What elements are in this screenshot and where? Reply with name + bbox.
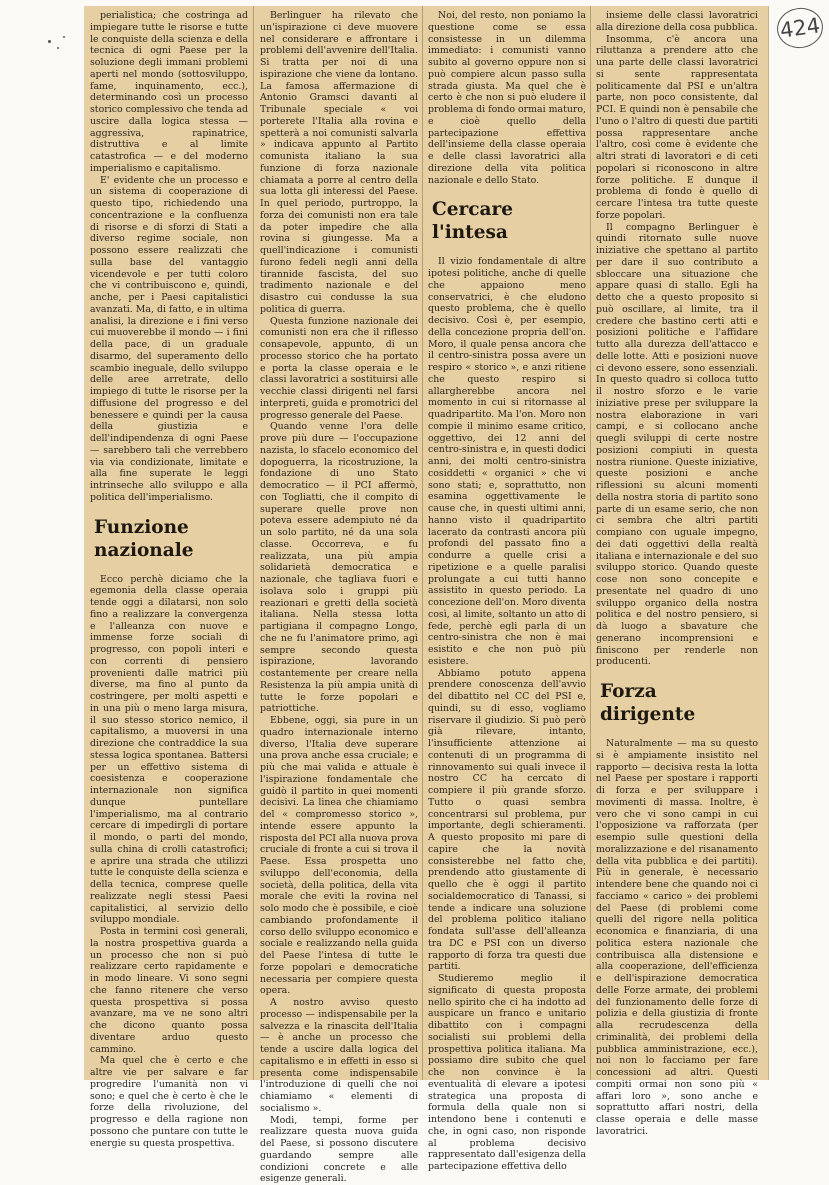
paragraph: Noi, del resto, non poniamo la questione come se essa consistesse in un dilemma immediato: i comunisti vanno subito al governo oppure non si può compiere alcun passo sulla strada giusta. Ma quel che è certo è che non si può eludere il problema di fondo ormai maturo, e cioè quello della partecipazione effettiva dell'insieme della classe operaia e delle classi lavoratrici alla direzione della vita politica nazionale e dello Stato. (428, 10, 586, 186)
paragraph: Il compagno Berlinguer è quindi ritornato sulle nuove iniziative che spettano al partito per dare il suo contributo a sbloccare una situazione che appare quasi di stallo. Egli ha detto che a questo proposito si può oscillare, al limite, tra il credere che bastino certi atti e posizioni politiche e l'affidare tutto alla durezza dell'attacco e delle lotte. Atti e posizioni nuove ci devono essere, sono essenziali. In questo quadro si colloca tutto il nostro sforzo e le varie iniziative prese per sviluppare la nostra elaborazione in vari campi, e si collocano anche quegli sviluppi di certe nostre posizioni compiuti in questa nostra riunione. Queste iniziative, queste posizioni e anche riflessioni su alcuni momenti della nostra storia di partito sono parte di un esame serio, che non ci sembra che altri partiti compiano con uguale impegno, dei dati oggettivi della realtà italiana e internazionale e del suo sviluppo storico. Quando queste cose non sono concepite e presentate nel quadro di uno sviluppo organico della nostra politica e del nostro pensiero, si dà luogo a sbavature che generano incomprensioni e finiscono per renderle non producenti. (596, 222, 758, 669)
paragraph: E' evidente che un processo e un sistema di cooperazione di questo tipo, richiedendo una concentrazione e la confluenza di risorse e di sforzi di Stati a diverso regime sociale, non possono essere realizzati che sulla base del vantaggio vicendevole e per tutti coloro che vi contribuiscono e, quindi, anche, per i Paesi capitalistici avanzati. Ma, di fatto, e in ultima analisi, la direzione e i fini verso cui muoverebbe il mondo — i fini della pace, di un graduale disarmo, del superamento dello scambio ineguale, dello sviluppo delle aree arretrate, dello impiego di tutte le risorse per la diffusione del progresso e del benessere e quindi per la causa della giustizia e dell'indipendenza di ogni Paese — sarebbero tali che verrebbero via via condizionate, limitate e alla fine superate le leggi intrinseche allo sviluppo e alla politica dell'imperialismo. (90, 175, 248, 504)
column-rule (422, 6, 423, 1080)
section-heading: Funzione nazionale (94, 516, 248, 562)
paragraph: Insomma, c'è ancora una riluttanza a prendere atto che una parte delle classi lavoratrici si sente rappresentata politicamente dal PSI e un'altra parte, non poco consistente, dal PCI. E quindi non è pensabile che l'uno o l'altro di questi due partiti possa rappresentare anche l'altro, così come è evidente che altri strati di lavoratori e di ceti popolari si riconoscono in altre forze politiche. E dunque il problema di fondo è quello di cercare l'intesa tra tutte queste forze popolari. (596, 34, 758, 222)
paragraph: Berlinguer ha rilevato che un'ispirazione ci deve muovere nel considerare e affrontare i problemi dell'avvenire dell'Italia. Si tratta per noi di una ispirazione che viene da lontano. La famosa affermazione di Antonio Gramsci davanti al Tribunale speciale « voi porterete l'Italia alla rovina e spetterà a noi comunisti salvarla » indicava appunto al Partito comunista italiano la sua funzione di forza nazionale chiamata a porre al centro della sua lotta gli interessi del Paese. In quel periodo, purtroppo, la forza dei comunisti non era tale da poter impedire che alla rovina si giungesse. Ma a quell'indicazione i comunisti furono fedeli negli anni della tirannide fascista, del suo tradimento nazionale e del disastro cui condusse la sua politica di guerra. (260, 10, 418, 316)
article-column-2 (260, 10, 418, 1080)
paragraph: Naturalmente — ma su questo si è ampiamente insistito nel rapporto — decisiva resta la lotta nel Paese per spostare i rapporti di forza e per sviluppare i movimenti di massa. Inoltre, è vero che vi sono campi in cui l'opposizione va rafforzata (per esempio sulle questioni della moralizzazione e del risanamento della vita pubblica e dei partiti). Più in generale, è necessario intendere bene che quando noi ci facciamo « carico » dei problemi del Paese (di problemi come quelli del rigore nella politica economica e finanziaria, di una politica estera nazionale che contribuisca alla distensione e alla cooperazione, dell'efficienza e dell'ispirazione democratica delle Forze armate, dei problemi del funzionamento delle forze di polizia e della giustizia di fronte alla recrudescenza della criminalità, dei problemi della pubblica amministrazione, ecc.), noi non lo facciamo per fare concessioni ad altri. Questi compiti ormai non sono più « affari loro », sono anche e soprattutto affari nostri, della classe operaia e delle masse lavoratrici. (596, 738, 758, 1138)
paragraph: Ecco perchè diciamo che la egemonia della classe operaia tende oggi a dilatarsi, non solo fino a realizzare la convergenza e l'alleanza con nuove e immense forze sociali di progresso, con popoli interi e con correnti di pensiero provenienti dalle matrici più diverse, ma fino al punto da costringere, per molti aspetti e in una più o meno larga misura, il suo stesso storico nemico, il capitalismo, a muoversi in una direzione che contraddice la sua stessa logica spontanea. Battersi per un effettivo sistema di coesistenza e cooperazione internazionale non significa dunque puntellare l'imperialismo, ma al contrario cercare di impedirgli di portare il mondo, o parti del mondo, sulla china di crolli catastrofici; e aprire una strada che utilizzi tutte le conquiste della scienza e della tecnica, comprese quelle realizzate negli stessi Paesi capitalistici, al servizio dello sviluppo mondiale. (90, 574, 248, 927)
paragraph: Ma quel che è certo e che altre vie per salvare e far progredire l'umanità non vi sono; e quel che è certo è che le forze della rivoluzione, del progresso e della ragione non possono che puntare con tutte le energie su questa prospettiva. (90, 1055, 248, 1149)
paragraph: Abbiamo potuto appena prendere conoscenza dell'avvio del dibattito nel CC del PSI e, quindi, su di esso, vogliamo riservare il giudizio. Si può però già rilevare, intanto, l'insufficiente attenzione ai contenuti di un programma di rinnovamento sui quali invece il nostro CC ha cercato di compiere il più grande sforzo. Tutto o quasi sembra concentrarsi sul problema, pur importante, degli schieramenti. A questo proposito mi pare di capire che la novità consisterebbe nel fatto che, prendendo atto giustamente di quello che è oggi il partito socialdemocratico di Tanassi, si tende a indicare una soluzione del problema politico italiano fondata sull'asse dell'alleanza tra DC e PSI con un diverso rapporto di forza tra questi due partiti. (428, 668, 586, 974)
article-column-1 (90, 10, 248, 1080)
paragraph: Il vizio fondamentale di altre ipotesi politiche, anche di quelle che appaiono meno conservatrici, è che eludono questo problema, che è quello decisivo. Così è, per esempio, della concezione propria dell'on. Moro, il quale pensa ancora che il centro-sinistra possa avere un respiro « storico », e anzi ritiene che questo respiro si allargherebbe ancora nel momento in cui si ritornasse al quadripartito. Ma l'on. Moro non compie il minimo esame critico, oggettivo, dei 12 anni del centro-sinistra e, in questi dodici anni, dei molti centro-sinistra cosiddetti « organici » che vi sono stati; e, soprattutto, non esamina oggettivamente le cause che, in questi ultimi anni, hanno visto il quadripartito lacerato da contrasti ancora più profondi del passato fino a condurre a quelle crisi a ripetizione e a quelle paralisi prolungate a cui tutti hanno assistito in questo periodo. La concezione dell'on. Moro diventa così, al limite, soltanto un atto di fede, perchè egli parla di un centro-sinistra che non è mai esistito e che non può più esistere. (428, 256, 586, 667)
paragraph: Quando venne l'ora delle prove più dure — l'occupazione nazista, lo sfacelo economico del dopoguerra, la ricostruzione, la fondazione di uno Stato democratico — il PCI affermò, con Togliatti, che il compito di superare quelle prove non poteva essere adempiuto né da un solo partito, né da una sola classe. Occorreva, e fu realizzata, una più ampia solidarietà democratica e nazionale, che tagliava fuori e isolava solo i gruppi più reazionari e gretti della società italiana. Nella stessa lotta partigiana il compagno Longo, che ne fu l'animatore primo, agì sempre secondo questa ispirazione, lavorando costantemente per creare nella Resistenza la più ampia unità di tutte le forze popolari e patriottiche. (260, 421, 418, 715)
column-rule (590, 6, 591, 1080)
scan-speck (48, 40, 51, 43)
column-rule (253, 6, 254, 1080)
article-column-4 (596, 10, 758, 1080)
article-column-3 (428, 10, 586, 1080)
paragraph: perialistica; che costringa ad impiegare tutte le risorse e tutte le conquiste della scienza e della tecnica di ogni Paese per la soluzione degli immani problemi aperti nel mondo (sottosviluppo, fame, inquinamento, ecc.), determinando così un processo storico complessivo che tenda ad uscire dalla logica stessa — aggressiva, rapinatrice, distruttiva e al limite catastrofica — e del moderno imperialismo e capitalismo. (90, 10, 248, 175)
paragraph: Ebbene, oggi, sia pure in un quadro internazionale interno diverso, l'Italia deve superare una prova anche essa cruciale; e più che mai valida e attuale è l'ispirazione fondamentale che guidò il partito in quei momenti decisivi. La linea che chiamiamo del « compromesso storico », intende essere appunto la risposta del PCI alla nuova prova cruciale di fronte a cui si trova il Paese. Essa prospetta uno sviluppo dell'economia, della società, della politica, della vita morale che eviti la rovina nel solo modo che è possibile, e cioè cambiando profondamente il corso dello sviluppo economico e sociale e realizzando nella guida del Paese l'intesa di tutte le forze popolari e democratiche necessaria per compiere questa opera. (260, 715, 418, 997)
scan-speck (57, 47, 59, 49)
section-heading: Forza dirigente (600, 680, 758, 726)
newspaper-clipping (84, 6, 768, 1080)
paragraph: Modi, tempi, forme per realizzare questa nuova guida del Paese, si possono discutere guardando sempre alle condizioni concrete e alle esigenze generali. (260, 1115, 418, 1185)
paragraph: Questa funzione nazionale dei comunisti non era che il riflesso consapevole, appunto, di un processo storico che ha portato e porta la classe operaia e le classi lavoratrici a sostituirsi alle vecchie classi dirigenti nel farsi interpreti, guida e promotrici del progresso generale del Paese. (260, 316, 418, 422)
handwritten-page-number: 424 (774, 5, 825, 51)
paragraph: Studieremo meglio il significato di questa proposta nello spirito che ci ha indotto ad auspicare un franco e unitario dibattito con i compagni socialisti sui problemi della prospettiva politica italiana. Ma possiamo dire subito che quel che non convince è la eventualità di elevare a ipotesi strategica una proposta di formula della quale non si intendono bene i contenuti e che, in ogni caso, non risponde al problema decisivo rappresentato dall'esigenza della partecipazione effettiva dello (428, 973, 586, 1173)
scan-speck (63, 36, 65, 38)
section-heading: Cercare l'intesa (432, 198, 586, 244)
paragraph: Posta in termini così generali, la nostra prospettiva guarda a un processo che non si può realizzare certo rapidamente e in modo lineare. Vi sono segni che fanno ritenere che verso questa prospettiva si possa avanzare, ma ve ne sono altri che dicono quanto possa diventare arduo questo cammino. (90, 926, 248, 1055)
paragraph: A nostro avviso questo processo — indispensabile per la salvezza e la rinascita dell'Italia — è anche un processo che tende a uscire dalla logica del capitalismo e in effetti in esso si presenta come indispensabile l'introduzione di quelli che noi chiamiamo « elementi di socialismo ». (260, 997, 418, 1115)
paragraph: insieme delle classi lavoratrici alla direzione della cosa pubblica. (596, 10, 758, 34)
